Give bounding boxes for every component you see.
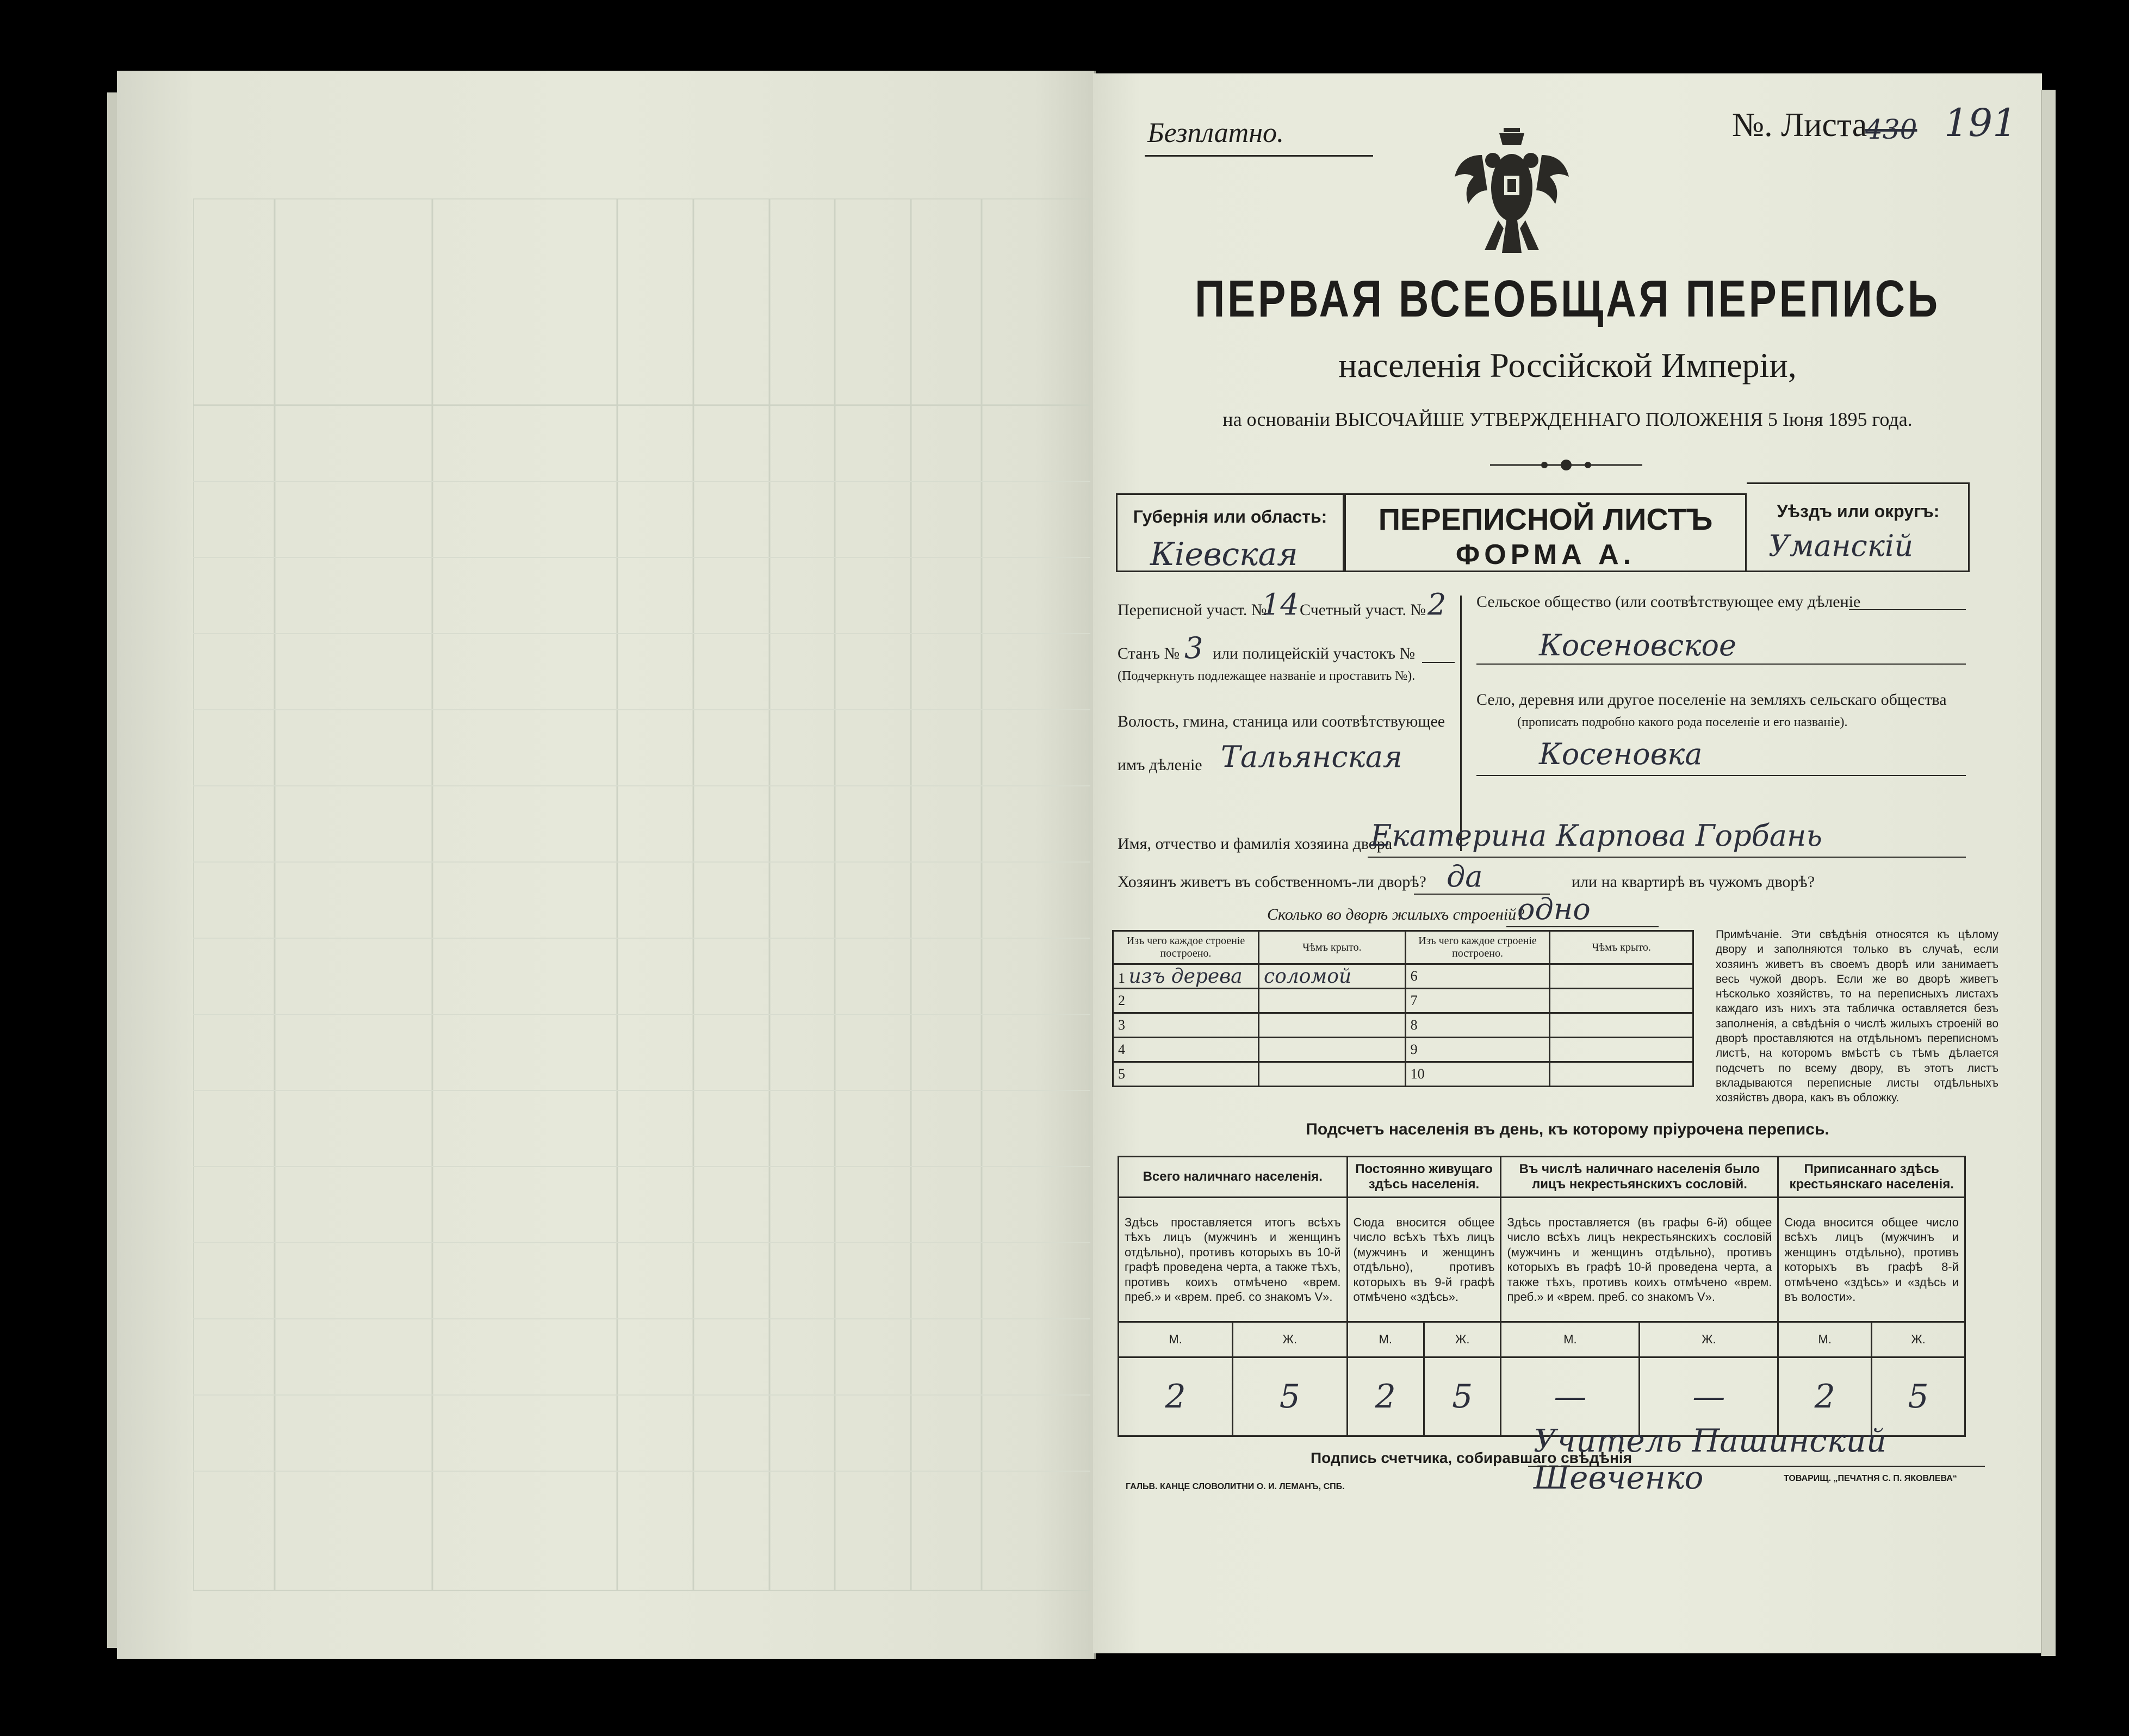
stan-value: 3 xyxy=(1184,631,1203,665)
own-yard-label: Хозяинъ живетъ въ собственномъ-ли дворѣ? xyxy=(1118,873,1426,891)
row-number: 1 xyxy=(1118,970,1125,986)
village-note: (прописать подробно какого рода поселеніе и его названіе). xyxy=(1517,715,1848,729)
society-label-line xyxy=(1849,609,1966,610)
male-label: М. xyxy=(1347,1322,1424,1357)
non-peasant-male-value: — xyxy=(1501,1357,1640,1436)
free-label-underline xyxy=(1145,155,1373,157)
roof-value xyxy=(1258,1013,1405,1038)
right-page-edge xyxy=(2041,90,2056,1656)
buildings-note: Примѣчаніе. Эти свѣдѣнія относятся къ цѣлому двору и заполняются только въ случаѣ, если хозяинъ живетъ въ своемъ дворѣ или занимаетъ весь чужой дворъ. Если же во дворѣ живетъ нѣсколько хозяйствъ, то на переписныхъ листахъ каждаго изъ нихъ эта табличка оставляется безъ заполненія, а свѣдѣнія о числѣ жилыхъ строеній во дворѣ проставляются на отдѣльномъ переписномъ листѣ, на которомъ вмѣстѣ съ тѣмъ дѣлается подсчетъ по всему двору, въ этотъ листъ вкладываются переписные листы отдѣльныхъ хозяйствъ двора, какъ въ обложку. xyxy=(1716,928,1998,1105)
village-value-line xyxy=(1476,775,1966,776)
village-label: Село, деревня или другое поселеніе на земляхъ сельскаго общества xyxy=(1476,691,1947,709)
male-label: М. xyxy=(1778,1322,1872,1357)
owner-value-line xyxy=(1368,857,1966,858)
own-yard-value: да xyxy=(1447,859,1483,894)
material-value: изъ дерева xyxy=(1128,965,1243,988)
district-value: Уманскій xyxy=(1768,529,1914,563)
row-number: 4 xyxy=(1113,1038,1259,1062)
table-row xyxy=(1113,989,1693,1013)
table-row xyxy=(1113,1013,1693,1038)
female-label: Ж. xyxy=(1233,1322,1347,1357)
col-desc-registered-peasant: Сюда вносится общее число всѣхъ лицъ (мужчинъ и женщинъ отдѣльно), противъ которыхъ въ графѣ 8-й отмѣчено «здѣсь» и «здѣсь и въ волости». xyxy=(1778,1198,1965,1322)
district-label: Уѣздъ или округъ: xyxy=(1777,501,1940,521)
signature-value: Учитель Пашинский Шевченко xyxy=(1534,1422,1887,1496)
roof-value xyxy=(1550,1062,1693,1087)
society-label: Сельское общество (или соотвѣтствующее ему дѣленіе xyxy=(1476,593,1861,611)
province-value: Кіевская xyxy=(1150,536,1298,573)
roof-value xyxy=(1550,964,1693,989)
rented-label: или на квартирѣ въ чужомъ дворѣ? xyxy=(1572,873,1815,891)
form-title: ПЕРВАЯ ВСЕОБЩАЯ ПЕРЕПИСЬ xyxy=(1195,270,1940,328)
col-desc-non-peasant: Здѣсь проставляется (въ графы 6-й) общее число всѣхъ лицъ некрестьянскихъ сословій (мужчинъ и женщинъ отдѣльно), противъ которыхъ въ графѣ 10-й проведена черта, а также тѣхъ, противъ коихъ отмѣчено «врем. преб.» и «врем. преб. со знакомъ V». xyxy=(1501,1198,1778,1322)
roof-value xyxy=(1258,1062,1405,1087)
census-form-page xyxy=(1093,73,2042,1653)
form-type-title: ПЕРЕПИСНОЙ ЛИСТЪ xyxy=(1378,502,1713,536)
buildings-count-label: Сколько во дворѣ жилыхъ строеній? xyxy=(1267,906,1525,923)
row-number: 3 xyxy=(1113,1013,1259,1038)
male-label: М. xyxy=(1119,1322,1233,1357)
police-district-blank xyxy=(1422,662,1455,663)
sheet-number-old: 430 xyxy=(1865,114,1917,145)
table-row xyxy=(1113,1062,1693,1087)
left-page-edge xyxy=(107,92,117,1648)
stan-note: (Подчеркнуть подлежащее названіе и проставить №). xyxy=(1118,669,1416,683)
district-box xyxy=(1747,482,1970,572)
form-type-box xyxy=(1344,493,1747,572)
census-district-label: Переписной участ. № xyxy=(1118,601,1267,619)
table-row xyxy=(1113,1038,1693,1062)
form-subtitle: населенія Россійской Имперіи, xyxy=(1338,346,1797,385)
row-number: 2 xyxy=(1113,989,1259,1013)
ornament-divider-icon xyxy=(1485,454,1648,476)
total-male-value: 2 xyxy=(1119,1357,1233,1436)
table-row xyxy=(1113,964,1693,989)
police-district-label: или полицейскій участокъ № xyxy=(1213,644,1416,662)
roof-value xyxy=(1550,989,1693,1013)
owner-label: Имя, отчество и фамилія хозяина двора xyxy=(1118,835,1393,853)
male-label: М. xyxy=(1501,1322,1640,1357)
registered-female-value: 5 xyxy=(1872,1357,1965,1436)
row-number: 7 xyxy=(1405,989,1550,1013)
buildings-count-line xyxy=(1506,926,1659,927)
row-number: 8 xyxy=(1405,1013,1550,1038)
column-divider xyxy=(1460,596,1462,851)
total-female-value: 5 xyxy=(1233,1357,1347,1436)
form-type-subtitle: ФОРМА А. xyxy=(1455,539,1636,571)
buildings-header-roof-1: Чѣмъ крыто. xyxy=(1258,931,1405,964)
roof-value xyxy=(1258,1038,1405,1062)
permanent-male-value: 2 xyxy=(1347,1357,1424,1436)
female-label: Ж. xyxy=(1640,1322,1778,1357)
roof-value xyxy=(1550,1013,1693,1038)
form-legal-basis: на основаніи ВЫСОЧАЙШЕ УТВЕРЖДЕННАГО ПОЛОЖЕНІЯ 5 Іюня 1895 года. xyxy=(1222,408,1913,430)
province-label: Губернія или область: xyxy=(1133,507,1327,526)
census-district-value: 14 xyxy=(1262,587,1299,622)
buildings-table xyxy=(1112,930,1694,1087)
col-header-non-peasant: Въ числѣ наличнаго населенія было лицъ некрестьянскихъ сословій. xyxy=(1501,1157,1778,1198)
female-label: Ж. xyxy=(1424,1322,1501,1357)
col-desc-total: Здѣсь проставляется итогъ всѣхъ тѣхъ лицъ (мужчинъ и женщинъ отдѣльно), противъ которыхъ въ 10-й графѣ проведена черта, а также тѣхъ, противъ коихъ отмѣчено «врем. преб.» и «врем. преб. со знакомъ V». xyxy=(1119,1198,1348,1322)
col-header-total: Всего наличнаго населенія. xyxy=(1119,1157,1348,1198)
buildings-header-material-1: Изъ чего каждое строеніе построено. xyxy=(1113,931,1259,964)
volost-label-1: Волость, гмина, станица или соотвѣтствующее xyxy=(1118,712,1445,730)
row-number: 9 xyxy=(1405,1038,1550,1062)
row-number: 5 xyxy=(1113,1062,1259,1087)
col-header-registered-peasant: Приписаннаго здѣсь крестьянскаго населенія. xyxy=(1778,1157,1965,1198)
roof-value: соломой xyxy=(1258,964,1405,989)
col-header-permanent: Постоянно живущаго здѣсь населенія. xyxy=(1347,1157,1501,1198)
village-value: Косеновка xyxy=(1539,737,1703,771)
printer-imprint-right: ТОВАРИЩ. „ПЕЧАТНЯ С. П. ЯКОВЛЕВА“ xyxy=(1784,1474,1957,1483)
left-page xyxy=(117,71,1096,1659)
owner-value: Екатерина Карпова Горбань xyxy=(1370,819,1822,853)
counting-district-label: Счетный участ. № xyxy=(1300,601,1426,619)
col-desc-permanent: Сюда вносится общее число всѣхъ тѣхъ лицъ (мужчинъ и женщинъ отдѣльно), противъ которыхъ въ 9-й графѣ отмѣчено «здѣсь». xyxy=(1347,1198,1501,1322)
volost-value: Тальянская xyxy=(1221,740,1402,774)
registered-male-value: 2 xyxy=(1778,1357,1872,1436)
stan-label: Станъ № xyxy=(1118,644,1180,662)
permanent-female-value: 5 xyxy=(1424,1357,1501,1436)
row-number: 10 xyxy=(1405,1062,1550,1087)
signature-label: Подпись счетчика, собиравшаго свѣдѣнія xyxy=(1311,1449,1633,1466)
row-number: 6 xyxy=(1405,964,1550,989)
signature-line xyxy=(1528,1466,1985,1467)
volost-label-2: имъ дѣленіе xyxy=(1118,756,1202,774)
buildings-count-value: одно xyxy=(1517,892,1591,926)
counting-district-value: 2 xyxy=(1427,587,1447,622)
society-value: Косеновское xyxy=(1539,628,1736,662)
double-headed-eagle-emblem-icon xyxy=(1449,122,1574,258)
non-peasant-female-value: — xyxy=(1640,1357,1778,1436)
printer-imprint-left: ГАЛЬВ. КАНЦЕ СЛОВОЛИТНИ О. И. ЛЕМАНЪ, СПБ. xyxy=(1126,1482,1345,1491)
population-count-table xyxy=(1118,1156,1966,1437)
free-label: Безплатно. xyxy=(1147,117,1284,148)
buildings-header-roof-2: Чѣмъ крыто. xyxy=(1550,931,1693,964)
society-value-line xyxy=(1476,664,1966,665)
sheet-number-new: 191 xyxy=(1944,101,2017,145)
table-cell xyxy=(1113,964,1259,989)
province-box xyxy=(1116,493,1344,572)
buildings-header-material-2: Изъ чего каждое строеніе построено. xyxy=(1405,931,1550,964)
female-label: Ж. xyxy=(1872,1322,1965,1357)
roof-value xyxy=(1258,989,1405,1013)
roof-value xyxy=(1550,1038,1693,1062)
sheet-number-label: №. Листа xyxy=(1732,107,1867,144)
faint-grid xyxy=(193,199,1090,1591)
population-count-title: Подсчетъ населенія въ день, къ которому пріурочена перепись. xyxy=(1306,1120,1829,1138)
